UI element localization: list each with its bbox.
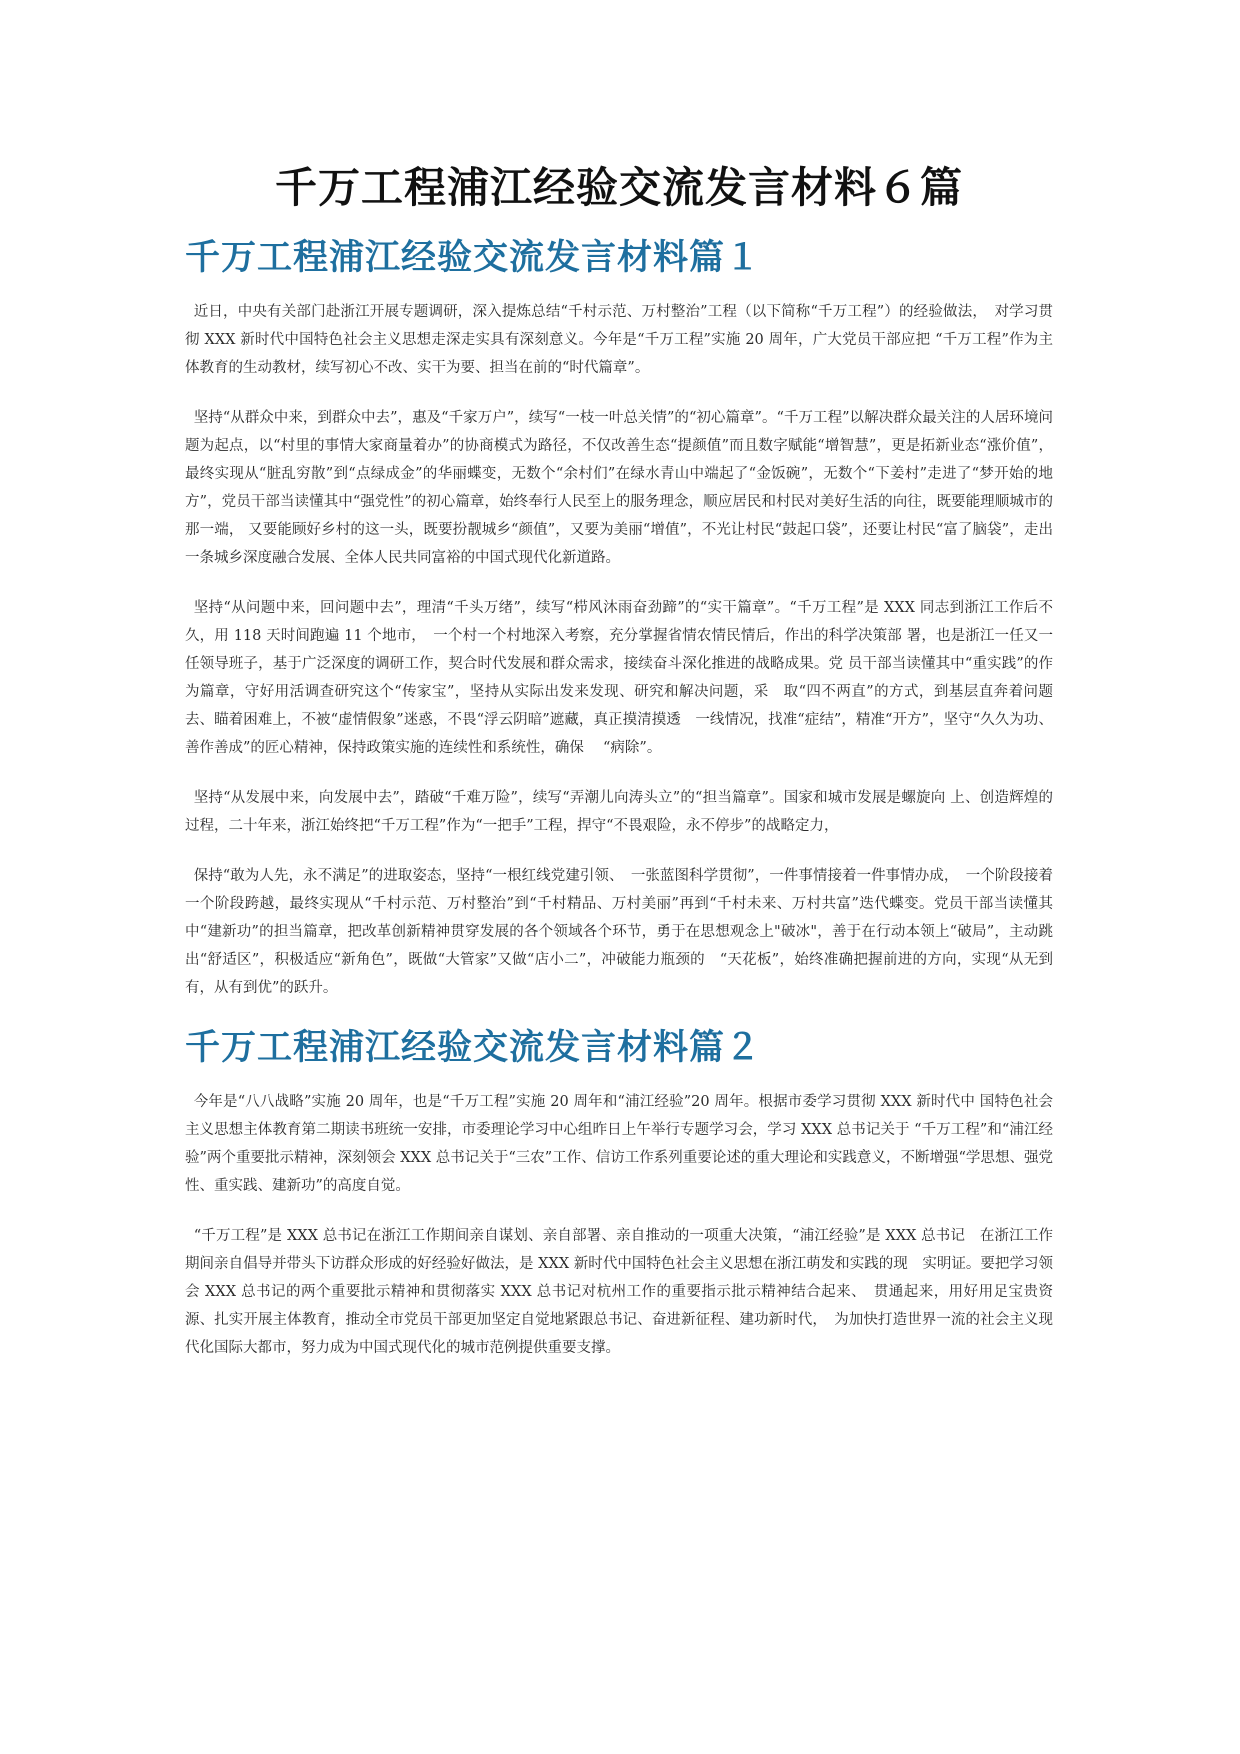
paragraph: 今年是“八八战略”实施 20 周年，也是“千万工程”实施 20 周年和“浦江经验”20 周年。根据市委学习贯彻 XXX 新时代中 国特色社会主义思想主体教育第二期读书班统一安排，市委理论学习中心组昨日上午举行专题学习会，学习 XXX 总书记关于 “千万工程”和“浦江经验”两个重要批示精神，深刻领会 XXX 总书记关于“三农”工作、信访工作系列重要论述的重大理论和实践意义，不断增强“学思想、强党性、重实践、建新功”的高度自觉。 [185,1094,1053,1194]
paragraph: 坚持“从发展中来，向发展中去”，踏破“千难万险”，续写“弄潮儿向涛头立”的“担当篇章”。国家和城市发展是螺旋向 上、创造辉煌的过程，二十年来，浙江始终把“千万工程”作为“一把手”工程，捍守“不畏艰险，永不停步”的战略定力， [185,790,1053,834]
paragraph: 保持“敢为人先，永不满足”的进取姿态，坚持“一根红线党建引领、 一张蓝图科学贯彻”，一件事情接着一件事情办成， 一个阶段接着一个阶段跨越，最终实现从“千村示范、万村整治”到“千村精品、万村美丽”再到“千村未来、万村共富”迭代蝶变。党员干部当读懂其中“建新功”的担当篇章，把改革创新精神贯穿发展的各个领域各个环节，勇于在思想观念上"破冰"，善于在行动本领上“破局”，主动跳出“舒适区”，积极适应“新角色”，既做“大管家”又做“店小二”，冲破能力瓶颈的 “天花板”，始终准确把握前进的方向，实现“从无到有，从有到优”的跃升。 [185,868,1053,996]
paragraph: 坚持“从群众中来，到群众中去”，惠及“千家万户”，续写“一枝一叶总关情”的“初心篇章”。“千万工程”以解决群众最关注的人居环境问题为起点，以“村里的事情大家商量着办”的协商模式为路径，不仅改善生态“提颜值”而且数字赋能“增智慧”，更是拓新业态“涨价值”，最终实现从“脏乱穷散”到“点绿成金”的华丽蝶变，无数个“余村们”在绿水青山中端起了“金饭碗”，无数个“下姜村”走进了“梦开始的地方”，党员干部当读懂其中“强党性”的初心篇章，始终奉行人民至上的服务理念，顺应居民和村民对美好生活的向往，既要能理顺城市的那一端， 又要能顾好乡村的这一头，既要扮靓城乡“颜值”，又要为美丽“增值”，不光让村民“鼓起口袋”，还要让村民“富了脑袋”，走出一条城乡深度融合发展、全体人民共同富裕的中国式现代化新道路。 [185,410,1053,566]
section-2 [185,1024,1053,1362]
paragraph: 近日，中央有关部门赴浙江开展专题调研，深入提炼总结“千村示范、万村整治”工程（以下简称“千万工程”）的经验做法， 对学习贯彻 XXX 新时代中国特色社会主义思想走深走实具有深刻意义。今年是“千万工程”实施 20 周年，广大党员干部应把 “千万工程”作为主体教育的生动教材，续写初心不改、实干为要、担当在前的“时代篇章”。 [185,304,1053,376]
section-heading: 千万工程浦江经验交流发言材料篇２ [185,1028,762,1068]
section-heading: 千万工程浦江经验交流发言材料篇１ [185,238,762,278]
section-1 [185,234,1053,1002]
paragraph: 坚持“从问题中来，回问题中去”，理清“千头万绪”，续写“栉风沐雨奋劲蹄”的“实干篇章”。“千万工程”是 XXX 同志到浙江工作后不久，用 118 天时间跑遍 11 个地市， 一个村一个村地深入考察，充分掌握省情农情民情后，作出的科学决策部 署，也是浙江一任又一任领导班子，基于广泛深度的调研工作，契合时代发展和群众需求，接续奋斗深化推进的战略成果。党 员干部当读懂其中“重实践”的作为篇章，守好用活调查研究这个“传家宝”，坚持从实际出发来发现、研究和解决问题，采 取“四不两直”的方式，到基层直奔着问题去、瞄着困难上，不被“虚情假象”迷惑，不畏“浮云阴暗”遮藏，真正摸清摸透 一线情况，找准“症结”，精准“开方”，坚守“久久为功、善作善成”的匠心精神，保持政策实施的连续性和系统性，确保 “病除”。 [185,600,1053,756]
document-title: 千万工程浦江经验交流发言材料６篇 [274,163,963,212]
document-page [185,160,1053,1384]
paragraph: “千万工程”是 XXX 总书记在浙江工作期间亲自谋划、亲自部署、亲自推动的一项重大决策，“浦江经验”是 XXX 总书记 在浙江工作期间亲自倡导并带头下访群众形成的好经验好做法，是 XXX 新时代中国特色社会主义思想在浙江萌发和实践的现 实明证。要把学习领会 XXX 总书记的两个重要批示精神和贯彻落实 XXX 总书记对杭州工作的重要指示批示精神结合起来、 贯通起来，用好用足宝贵资源、扎实开展主体教育，推动全市党员干部更加坚定自觉地紧跟总书记、奋进新征程、建功新时代， 为加快打造世界一流的社会主义现代化国际大都市，努力成为中国式现代化的城市范例提供重要支撑。 [185,1228,1053,1356]
